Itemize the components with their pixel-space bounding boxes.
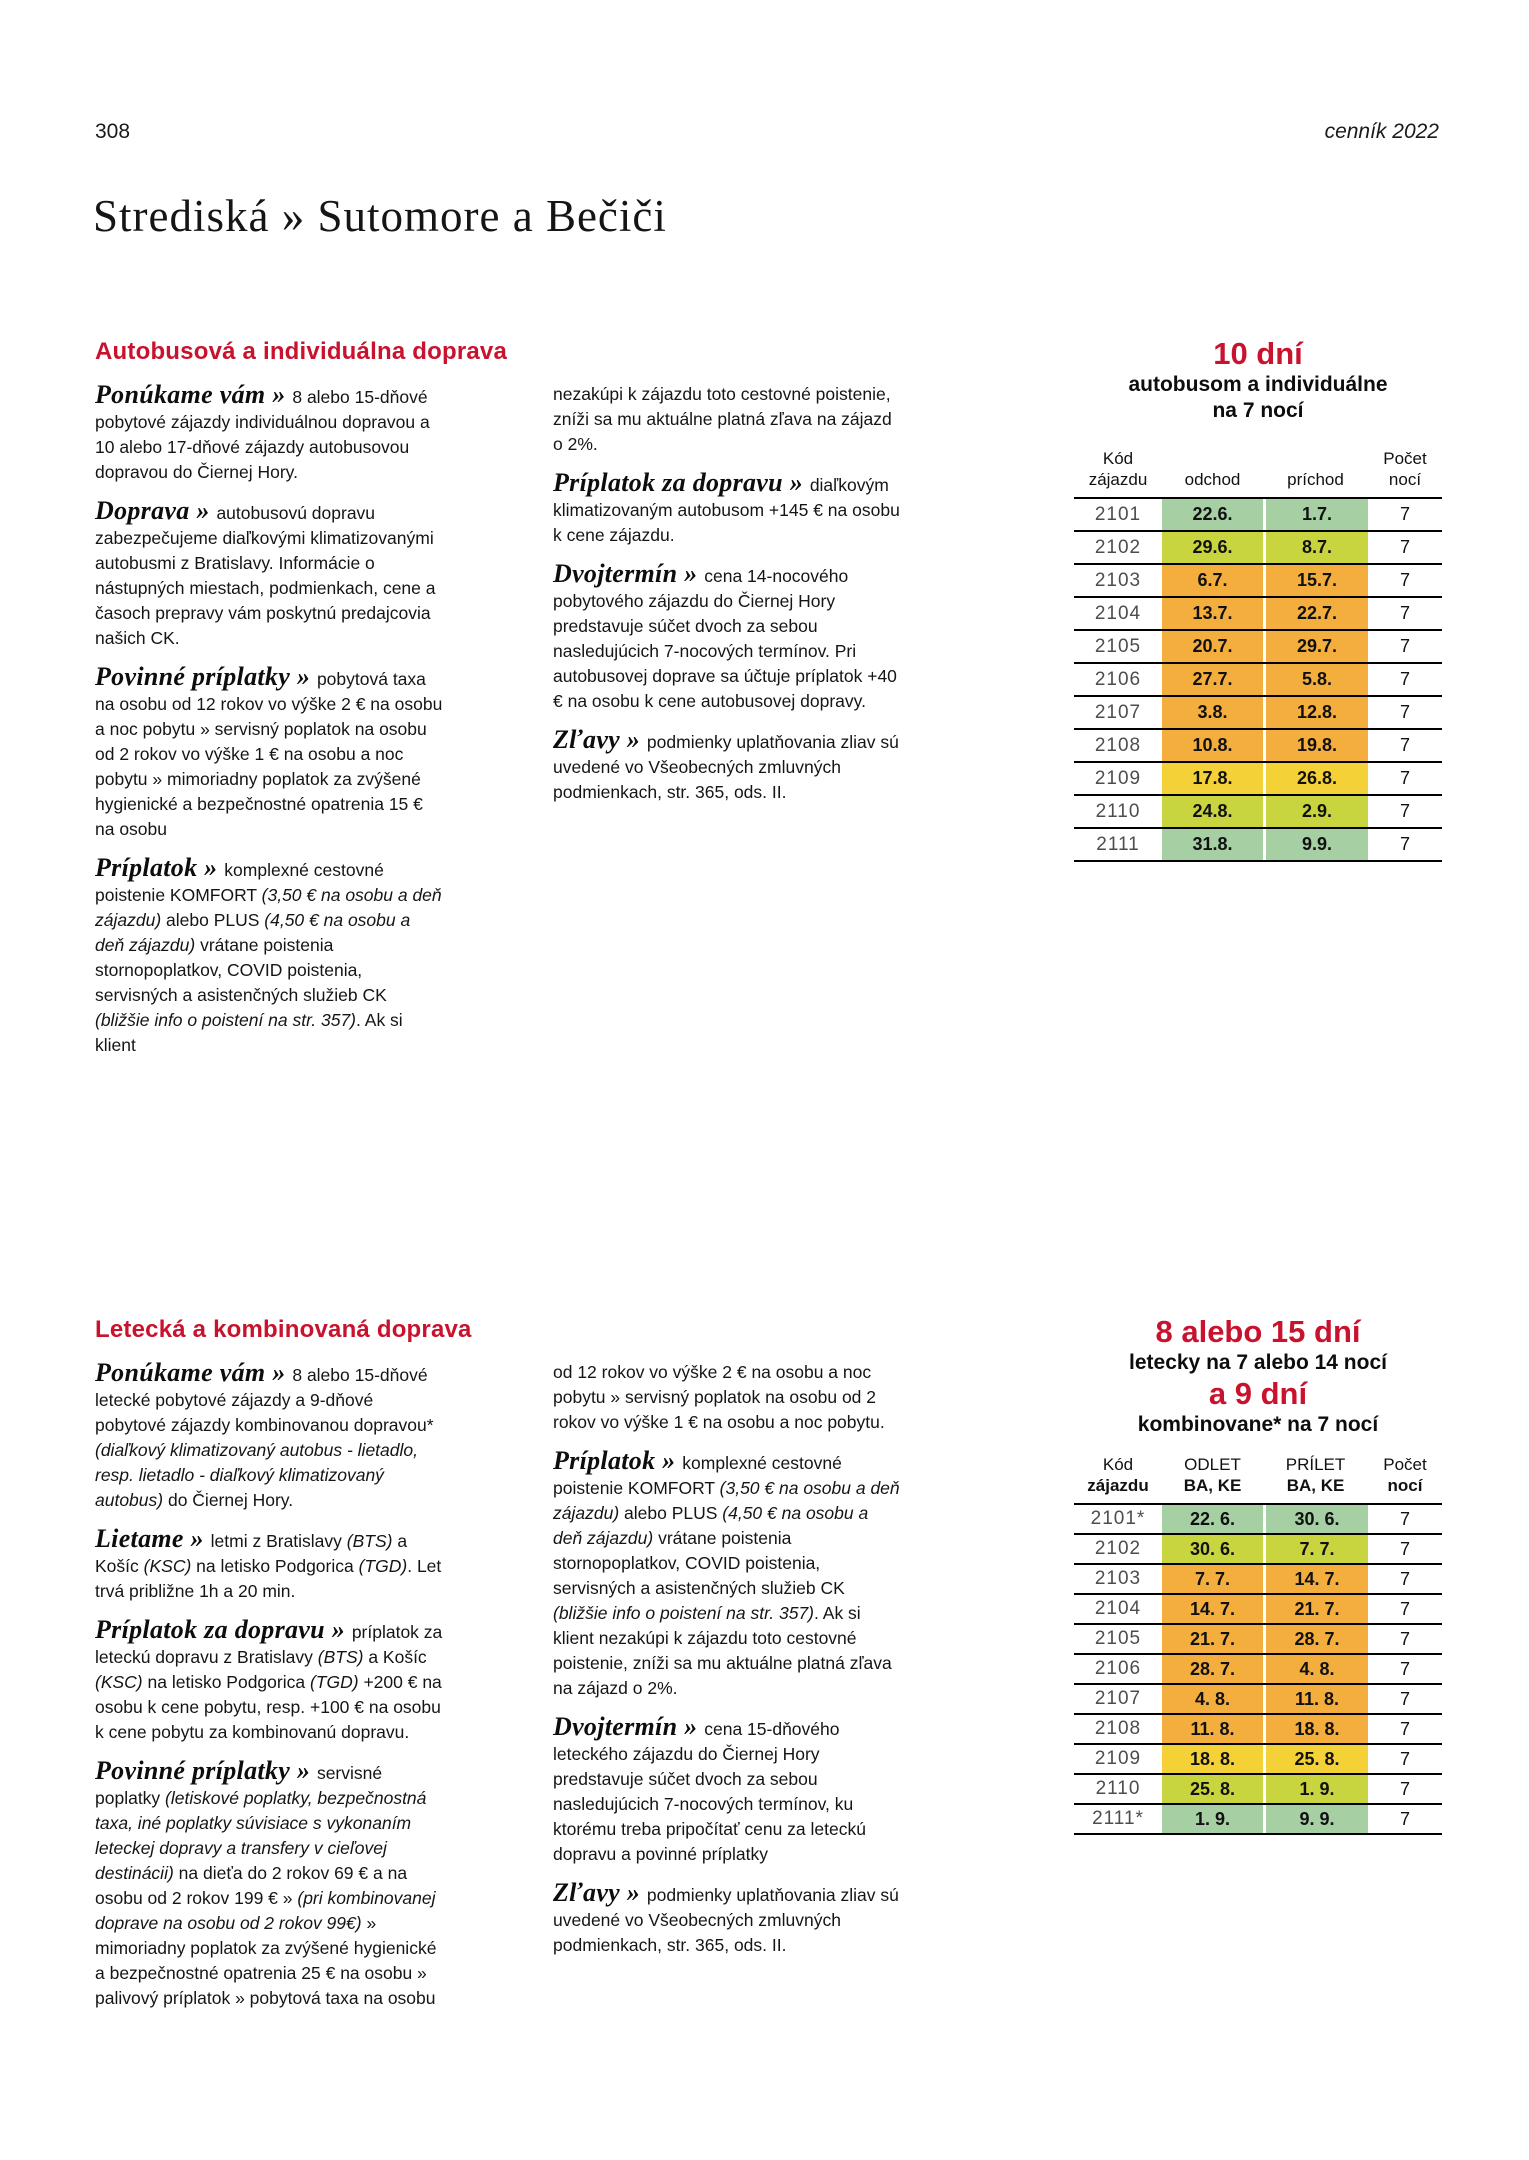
- paragraph-text: komplexné cestovné poistenie KOMFORT: [553, 1453, 842, 1498]
- paragraph-text: (TGD): [358, 1556, 408, 1576]
- tour-code: 2108: [1094, 1718, 1142, 1739]
- paragraph: [553, 1714, 901, 1867]
- paragraph-lead: Dvojtermín »: [553, 1712, 705, 1741]
- page-title: Strediská » Sutomore a Bečiči: [93, 191, 667, 242]
- arrival-date: 9.9.: [1263, 829, 1368, 860]
- table-subtitle-line: kombinovane* na 7 nocí: [1137, 1413, 1379, 1436]
- nights-count: 7: [1399, 1538, 1410, 1559]
- nights-count: 7: [1399, 1808, 1410, 1829]
- tour-code: 2105: [1094, 1628, 1142, 1649]
- paragraph-text: (4,50 € na osobu a deň zájazdu): [95, 910, 411, 955]
- paragraph: [553, 1880, 901, 1958]
- departure-date: 22.6.: [1162, 499, 1263, 530]
- paragraph: [95, 855, 443, 1058]
- paragraph: [95, 1526, 443, 1604]
- paragraph-text: nezakúpi k zájazdu toto cestovné poistenie, zníži sa mu aktuálne platná zľava na zájazd o 2%.: [553, 384, 892, 454]
- tour-code: 2110: [1095, 800, 1141, 822]
- paragraph-text: príplatok za leteckú dopravu z Bratislavy: [95, 1622, 443, 1667]
- paragraph: [95, 498, 443, 651]
- departure-date: 31.8.: [1162, 829, 1263, 860]
- tour-row: [1074, 1565, 1442, 1595]
- table-header-cell: odchod: [1184, 470, 1241, 489]
- air-text-column-2: [553, 1360, 901, 1971]
- paragraph-text: +200 € na osobu k cene pobytu, resp. +100 € na osobu k cene pobytu za kombinovanú dopravu.: [95, 1672, 442, 1742]
- tour-code: 2109: [1094, 767, 1142, 789]
- nights-count: 7: [1399, 537, 1410, 557]
- arrival-date: 1. 9.: [1263, 1775, 1368, 1803]
- paragraph-text: vrátane poistenia stornopoplatkov, COVID poistenia, servisných a asistenčných služieb CK: [553, 1528, 845, 1598]
- departure-date: 4. 8.: [1162, 1685, 1263, 1713]
- paragraph-lead: Doprava »: [95, 496, 217, 525]
- paragraph-lead: Príplatok »: [95, 853, 225, 882]
- departure-date: 14. 7.: [1162, 1595, 1263, 1623]
- paragraph-text: (BTS): [346, 1531, 393, 1551]
- departure-date: 20.7.: [1162, 631, 1263, 662]
- paragraph-text: (KSC): [95, 1672, 143, 1692]
- paragraph-lead: Príplatok »: [553, 1446, 683, 1475]
- tour-row: [1074, 1655, 1442, 1685]
- table-header-cell: ODLET BA, KE: [1183, 1455, 1242, 1495]
- tour-row: [1074, 796, 1442, 829]
- departure-date: 21. 7.: [1162, 1625, 1263, 1653]
- tour-code: 2104: [1094, 1598, 1142, 1619]
- tour-row: [1074, 763, 1442, 796]
- arrival-date: 19.8.: [1263, 730, 1368, 761]
- arrival-date: 2.9.: [1263, 796, 1368, 827]
- nights-count: 7: [1399, 801, 1410, 821]
- nights-count: 7: [1399, 768, 1410, 788]
- table-subtitle-line: na 7 nocí: [1212, 399, 1304, 422]
- bus-schedule-block: [1048, 336, 1468, 862]
- nights-count: 7: [1399, 1778, 1410, 1799]
- paragraph-text: autobusovú dopravu zabezpečujeme diaľkovými klimatizovanými autobusmi z Bratislavy. Informácie o nástupných miestach, podmienkach, cene a časoch prepravy vám poskytnú predajcovia našich CK.: [95, 503, 436, 648]
- tour-code: 2102: [1094, 536, 1142, 558]
- tour-row: [1074, 499, 1442, 532]
- paragraph-text: (TGD): [309, 1672, 359, 1692]
- tour-code: 2110: [1095, 1778, 1141, 1799]
- tour-code: 2102: [1094, 1538, 1142, 1559]
- paragraph-text: (KSC): [143, 1556, 192, 1576]
- arrival-date: 21. 7.: [1263, 1595, 1368, 1623]
- tour-code: 2101*: [1090, 1508, 1146, 1529]
- paragraph-lead: Príplatok za dopravu »: [95, 1615, 352, 1644]
- tour-code: 2111*: [1092, 1808, 1144, 1829]
- paragraph: [95, 1360, 443, 1513]
- departure-date: 13.7.: [1162, 598, 1263, 629]
- paragraph-text: (diaľkový klimatizovaný autobus - lietadlo, resp. lietadlo - diaľkový klimatizovaný autobus): [95, 1440, 418, 1510]
- paragraph-text: cena 15-dňového leteckého zájazdu do Čiernej Hory predstavuje súčet dvoch za sebou nasledujúcich 7-nocových termínov, ku ktorému treba pripočítať cenu za leteckú dopravu a povinné príplatky: [553, 1719, 866, 1864]
- arrival-date: 29.7.: [1263, 631, 1368, 662]
- paragraph-text: na letisko Podgorica: [142, 1672, 310, 1692]
- paragraph-text: a Košíc: [95, 1531, 408, 1576]
- tour-row: [1074, 631, 1442, 664]
- nights-count: 7: [1399, 735, 1410, 755]
- paragraph-text: vrátane poistenia stornopoplatkov, COVID poistenia, servisných a asistenčných služieb CK: [95, 935, 387, 1005]
- paragraph: [553, 1360, 901, 1435]
- paragraph: [95, 664, 443, 842]
- tour-row: [1074, 565, 1442, 598]
- paragraph-text: . Ak si klient nezakúpi k zájazdu toto cestovné poistenie, zníži sa mu aktuálne platná zľava na zájazd o 2%.: [553, 1603, 892, 1698]
- paragraph-text: na dieťa do 2 rokov 69 € a na osobu od 2 rokov 199 € »: [95, 1863, 408, 1908]
- air-section-heading: Letecká a kombinovaná doprava: [95, 1316, 472, 1343]
- paragraph-text: 8 alebo 15-dňové pobytové zájazdy individuálnou dopravou a 10 alebo 17-dňové zájazdy autobusovou dopravou do Čiernej Hory.: [95, 387, 430, 482]
- paragraph-lead: Zľavy »: [553, 1878, 647, 1907]
- paragraph-text: 8 alebo 15-dňové letecké pobytové zájazdy a 9-dňové pobytové zájazdy kombinovanou dopravou*: [95, 1365, 434, 1435]
- paragraph-text: . Let trvá približne 1h a 20 min.: [95, 1556, 442, 1601]
- table-header-row: [1074, 1454, 1442, 1505]
- air-schedule-table: [1074, 1454, 1442, 1835]
- paragraph-text: cena 14-nocového pobytového zájazdu do Čiernej Hory predstavuje súčet dvoch za sebou nasledujúcich 7-nocových termínov. Pri autobusovej doprave sa účtuje príplatok +40 € na osobu k cene autobusovej dopravy.: [553, 566, 897, 711]
- page-number: 308: [95, 120, 131, 143]
- paragraph-text: (bližšie info o poistení na str. 357): [553, 1603, 815, 1623]
- paragraph-text: (4,50 € na osobu a deň zájazdu): [553, 1503, 869, 1548]
- paragraph-lead: Ponúkame vám »: [95, 1358, 293, 1387]
- paragraph-text: » mimoriadny poplatok za zvýšené hygienické a bezpečnostné opatrenia 25 € na osobu » palivový príplatok » pobytová taxa na osobu: [95, 1913, 437, 2008]
- arrival-date: 22.7.: [1263, 598, 1368, 629]
- nights-count: 7: [1399, 570, 1410, 590]
- departure-date: 27.7.: [1162, 664, 1263, 695]
- tour-row: [1074, 1685, 1442, 1715]
- departure-date: 18. 8.: [1162, 1745, 1263, 1773]
- departure-date: 17.8.: [1162, 763, 1263, 794]
- paragraph: [553, 382, 901, 457]
- departure-date: 7. 7.: [1162, 1565, 1263, 1593]
- paragraph-text: letmi z Bratislavy: [210, 1531, 347, 1551]
- paragraph-text: alebo PLUS: [161, 910, 265, 930]
- tour-code: 2106: [1094, 1658, 1142, 1679]
- air-schedule-block: [1048, 1314, 1468, 1835]
- arrival-date: 5.8.: [1263, 664, 1368, 695]
- arrival-date: 1.7.: [1263, 499, 1368, 530]
- tour-row: [1074, 1715, 1442, 1745]
- departure-date: 22. 6.: [1162, 1505, 1263, 1533]
- paragraph: [553, 561, 901, 714]
- air-text-column-1: [95, 1360, 443, 2024]
- paragraph: [95, 382, 443, 485]
- departure-date: 30. 6.: [1162, 1535, 1263, 1563]
- bus-table-subtitle: [1048, 372, 1468, 424]
- nights-count: 7: [1399, 702, 1410, 722]
- nights-count: 7: [1399, 603, 1410, 623]
- paragraph-text: (3,50 € na osobu a deň zájazdu): [95, 885, 442, 930]
- arrival-date: 9. 9.: [1263, 1805, 1368, 1833]
- tour-code: 2109: [1094, 1748, 1142, 1769]
- tour-code: 2105: [1094, 635, 1142, 657]
- paragraph-text: do Čiernej Hory.: [163, 1490, 294, 1510]
- paragraph: [95, 1758, 443, 2011]
- nights-count: 7: [1399, 636, 1410, 656]
- paragraph-lead: Povinné príplatky »: [95, 662, 317, 691]
- paragraph-text: a Košíc: [363, 1647, 427, 1667]
- bus-text-column-2: [553, 382, 901, 818]
- paragraph: [95, 1617, 443, 1745]
- nights-count: 7: [1399, 1688, 1410, 1709]
- table-header-row: [1074, 448, 1442, 499]
- paragraph-text: servisné poplatky: [95, 1763, 383, 1808]
- arrival-date: 28. 7.: [1263, 1625, 1368, 1653]
- paragraph-text: (pri kombinovanej doprave na osobu od 2 rokov 99€): [95, 1888, 436, 1933]
- nights-count: 7: [1399, 1628, 1410, 1649]
- arrival-date: 14. 7.: [1263, 1565, 1368, 1593]
- paragraph-lead: Ponúkame vám »: [95, 380, 293, 409]
- tour-code: 2111: [1096, 833, 1140, 855]
- table-subtitle-line: letecky na 7 alebo 14 nocí: [1129, 1351, 1387, 1374]
- bus-text-column-1: [95, 382, 443, 1071]
- departure-date: 1. 9.: [1162, 1805, 1263, 1833]
- arrival-date: 12.8.: [1263, 697, 1368, 728]
- air-table-subtitle: [1048, 1350, 1468, 1376]
- paragraph-lead: Príplatok za dopravu »: [553, 468, 810, 497]
- departure-date: 3.8.: [1162, 697, 1263, 728]
- paragraph-text: (3,50 € na osobu a deň zájazdu): [553, 1478, 900, 1523]
- air-table-subtitle-2: [1048, 1412, 1468, 1438]
- bus-table-title: 10 dní: [1213, 336, 1303, 371]
- arrival-date: 15.7.: [1263, 565, 1368, 596]
- tour-row: [1074, 1625, 1442, 1655]
- paragraph-text: komplexné cestovné poistenie KOMFORT: [95, 860, 384, 905]
- paragraph-text: (BTS): [317, 1647, 364, 1667]
- paragraph-text: diaľkovým klimatizovaným autobusom +145 € na osobu k cene zájazdu.: [553, 475, 900, 545]
- tour-row: [1074, 1775, 1442, 1805]
- paragraph: [553, 470, 901, 548]
- paragraph-lead: Zľavy »: [553, 725, 647, 754]
- tour-row: [1074, 829, 1442, 862]
- tour-code: 2106: [1094, 668, 1142, 690]
- nights-count: 7: [1399, 1748, 1410, 1769]
- nights-count: 7: [1399, 1658, 1410, 1679]
- paragraph-text: (letiskové poplatky, bezpečnostná taxa, iné poplatky súvisiace s vykonaním leteckej dopravy a transfery v cieľovej destinácii): [95, 1788, 427, 1883]
- arrival-date: 26.8.: [1263, 763, 1368, 794]
- paragraph-text: pobytová taxa na osobu od 12 rokov vo výške 2 € na osobu a noc pobytu » servisný poplatok na osobu od 2 rokov vo výške 1 € na osobu a noc pobytu » mimoriadny poplatok za zvýšené hygienické a bezpečnostné opatrenia 15 € na osobu: [95, 669, 443, 839]
- paragraph-text: . Ak si klient: [95, 1010, 403, 1055]
- air-table-title: 8 alebo 15 dní: [1155, 1314, 1361, 1349]
- departure-date: 6.7.: [1162, 565, 1263, 596]
- edition-label: cenník 2022: [1324, 120, 1439, 143]
- nights-count: 7: [1399, 1568, 1410, 1589]
- tour-code: 2107: [1094, 701, 1142, 723]
- tour-code: 2103: [1094, 1568, 1142, 1589]
- paragraph-lead: Lietame »: [95, 1524, 211, 1553]
- nights-count: 7: [1399, 834, 1410, 854]
- paragraph-text: na letisko Podgorica: [191, 1556, 359, 1576]
- tour-row: [1074, 730, 1442, 763]
- table-subtitle-line: autobusom a individuálne: [1128, 373, 1388, 396]
- tour-row: [1074, 1535, 1442, 1565]
- table-header-cell: Počet nocí: [1383, 1455, 1427, 1495]
- arrival-date: 8.7.: [1263, 532, 1368, 563]
- tour-row: [1074, 598, 1442, 631]
- arrival-date: 18. 8.: [1263, 1715, 1368, 1743]
- table-header-cell: Kód zájazdu: [1088, 449, 1148, 489]
- tour-code: 2107: [1094, 1688, 1142, 1709]
- air-table-title-2: a 9 dní: [1208, 1376, 1308, 1411]
- arrival-date: 7. 7.: [1263, 1535, 1368, 1563]
- paragraph-text: (bližšie info o poistení na str. 357): [95, 1010, 357, 1030]
- arrival-date: 11. 8.: [1263, 1685, 1368, 1713]
- departure-date: 10.8.: [1162, 730, 1263, 761]
- nights-count: 7: [1399, 1598, 1410, 1619]
- paragraph-text: od 12 rokov vo výške 2 € na osobu a noc pobytu » servisný poplatok na osobu od 2 rokov vo výške 1 € na osobu a noc pobytu.: [553, 1362, 885, 1432]
- nights-count: 7: [1399, 669, 1410, 689]
- departure-date: 24.8.: [1162, 796, 1263, 827]
- paragraph: [553, 727, 901, 805]
- bus-section-heading: Autobusová a individuálna doprava: [95, 338, 507, 365]
- paragraph: [553, 1448, 901, 1701]
- table-header-cell: PRÍLET BA, KE: [1285, 1455, 1346, 1495]
- table-header-cell: Počet nocí: [1383, 449, 1427, 489]
- tour-row: [1074, 664, 1442, 697]
- departure-date: 11. 8.: [1162, 1715, 1263, 1743]
- tour-row: [1074, 532, 1442, 565]
- tour-code: 2104: [1094, 602, 1142, 624]
- paragraph-text: alebo PLUS: [619, 1503, 723, 1523]
- arrival-date: 25. 8.: [1263, 1745, 1368, 1773]
- tour-code: 2101: [1094, 503, 1142, 525]
- tour-code: 2103: [1094, 569, 1142, 591]
- tour-code: 2108: [1094, 734, 1142, 756]
- nights-count: 7: [1399, 1718, 1410, 1739]
- paragraph-text: podmienky uplatňovania zliav sú uvedené vo Všeobecných zmluvných podmienkach, str. 365, ods. II.: [553, 1885, 899, 1955]
- tour-row: [1074, 697, 1442, 730]
- nights-count: 7: [1399, 1508, 1410, 1529]
- paragraph-lead: Povinné príplatky »: [95, 1756, 317, 1785]
- arrival-date: 4. 8.: [1263, 1655, 1368, 1683]
- tour-row: [1074, 1745, 1442, 1775]
- paragraph-text: podmienky uplatňovania zliav sú uvedené vo Všeobecných zmluvných podmienkach, str. 365, ods. II.: [553, 732, 899, 802]
- table-header-cell: príchod: [1287, 470, 1344, 489]
- paragraph-lead: Dvojtermín »: [553, 559, 705, 588]
- tour-row: [1074, 1505, 1442, 1535]
- table-header-cell: Kód zájazdu: [1087, 1455, 1149, 1495]
- tour-row: [1074, 1805, 1442, 1835]
- nights-count: 7: [1399, 504, 1410, 524]
- departure-date: 29.6.: [1162, 532, 1263, 563]
- bus-schedule-table: [1074, 448, 1442, 862]
- arrival-date: 30. 6.: [1263, 1505, 1368, 1533]
- tour-row: [1074, 1595, 1442, 1625]
- departure-date: 25. 8.: [1162, 1775, 1263, 1803]
- departure-date: 28. 7.: [1162, 1655, 1263, 1683]
